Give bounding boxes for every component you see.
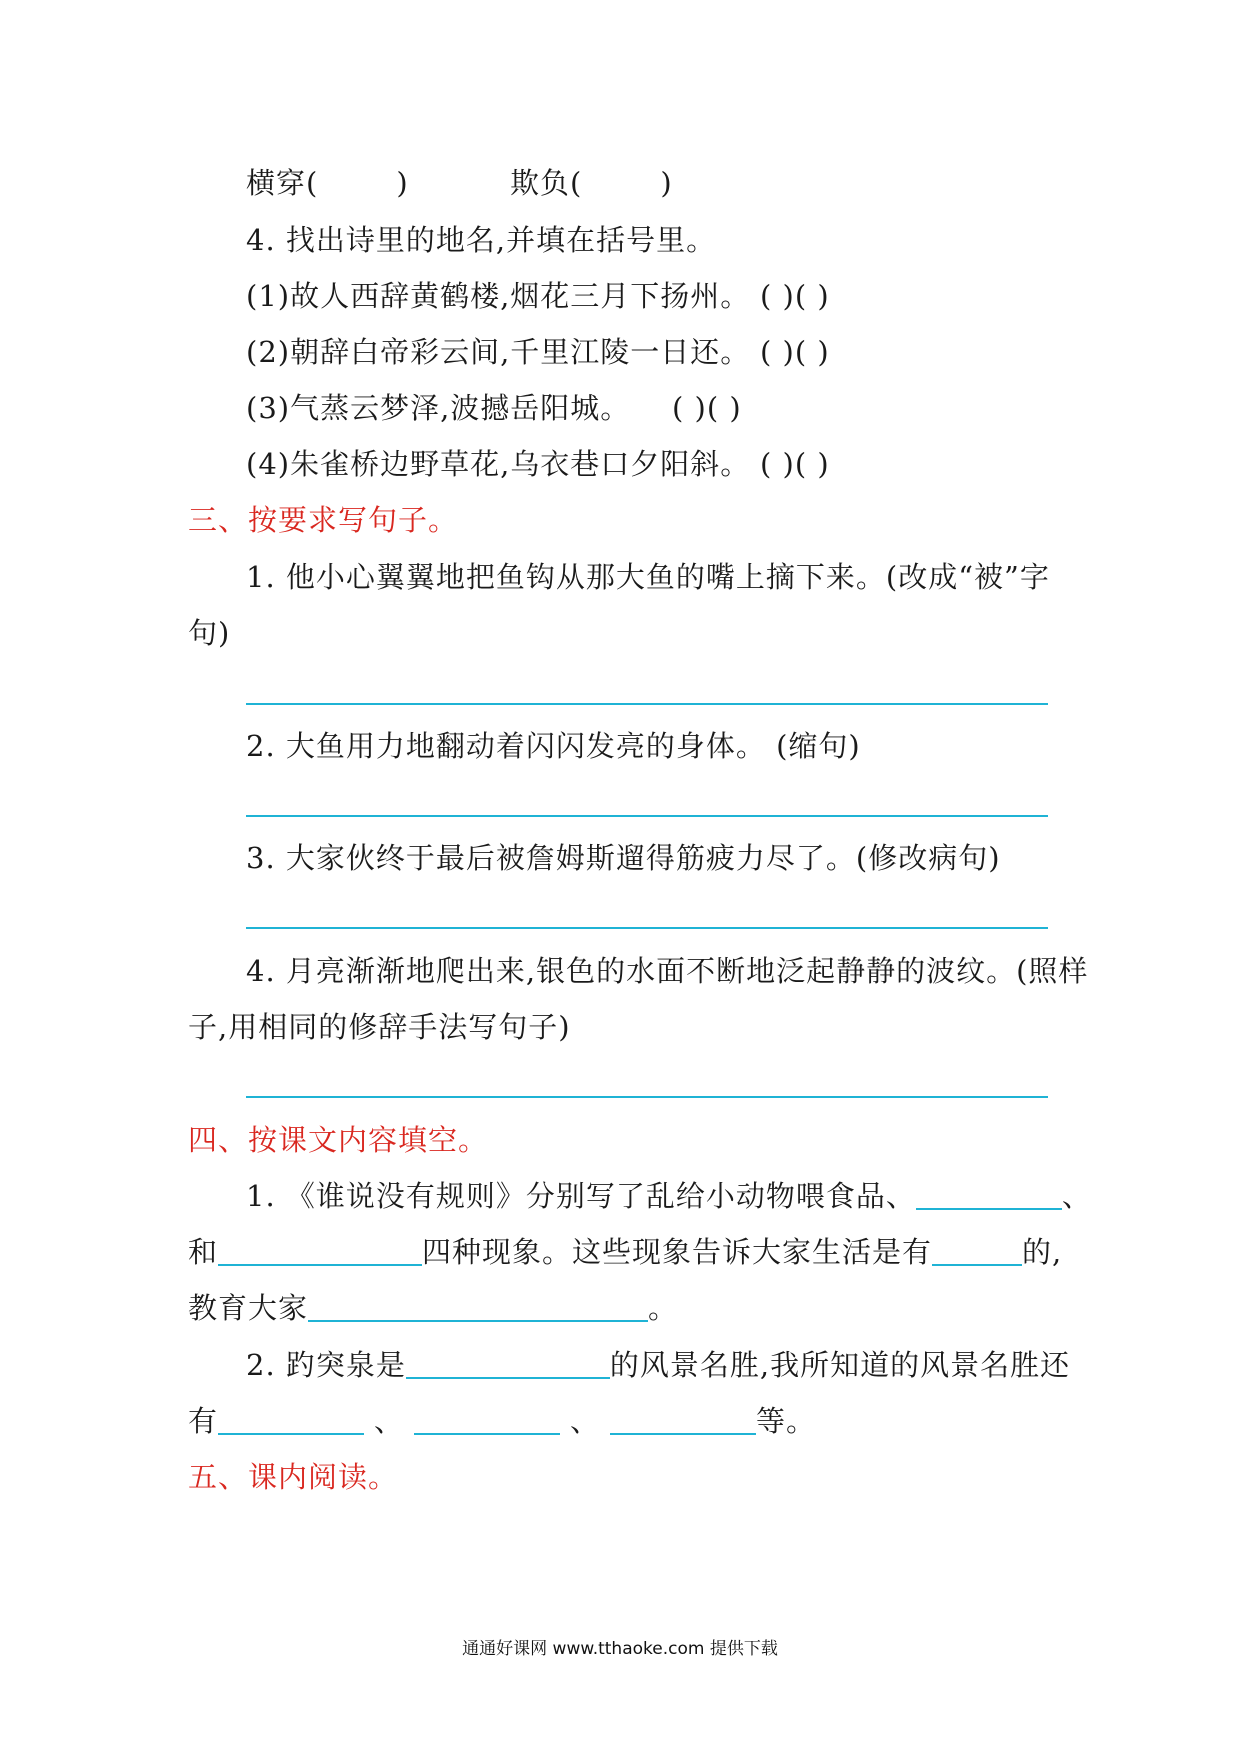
section5-heading: 五、课内阅读。 — [188, 1460, 399, 1494]
s4-q2-blank-1[interactable] — [406, 1347, 610, 1379]
section3-heading: 三、按要求写句子。 — [188, 503, 459, 537]
q4-item-2: (2)朝辞白帝彩云间,千里江陵一日还。 — [246, 335, 751, 369]
s4-q1-line2: 和 四种现象。这些现象告诉大家生活是有 的, — [188, 1235, 1063, 1269]
q4-item-3: (3)气蒸云梦泽,波撼岳阳城。 — [246, 391, 631, 425]
s3-q3: 3. 大家伙终于最后被詹姆斯遛得筋疲力尽了。(修改病句) — [246, 841, 1001, 875]
s4-q2-blank-3[interactable] — [414, 1403, 560, 1435]
s3-q2: 2. 大鱼用力地翻动着闪闪发亮的身体。 (缩句) — [246, 729, 861, 763]
s3-q4-line1: 4. 月亮渐渐地爬出来,银色的水面不断地泛起静静的波纹。(照样 — [246, 954, 1089, 988]
s4-q2-line2: 有 、 、 等。 — [188, 1404, 817, 1438]
s4-q2-blank-2[interactable] — [218, 1403, 364, 1435]
s3-q4-answer-line[interactable] — [246, 1096, 1048, 1098]
s3-q1-line2: 句) — [188, 616, 231, 650]
s4-q1-line1: 1. 《谁说没有规则》分别写了乱给小动物喂食品、 、 — [246, 1179, 1092, 1213]
s3-q4-line2: 子,用相同的修辞手法写句子) — [188, 1010, 571, 1044]
s3-q1-line1: 1. 他小心翼翼地把鱼钩从那大鱼的嘴上摘下来。(改成“被”字 — [246, 560, 1050, 594]
s4-q1-blank-3[interactable] — [932, 1234, 1022, 1266]
q4-item-1: (1)故人西辞黄鹤楼,烟花三月下扬州。 — [246, 279, 751, 313]
s4-q2-blank-4[interactable] — [610, 1403, 756, 1435]
s4-q2-line1: 2. 趵突泉是 的风景名胜,我所知道的风景名胜还 — [246, 1348, 1071, 1382]
s4-q1-blank-4[interactable] — [308, 1290, 648, 1322]
q4-prompt: 4. 找出诗里的地名,并填在括号里。 — [246, 223, 717, 257]
s3-q1-answer-line[interactable] — [246, 703, 1048, 705]
s4-q1-blank-1[interactable] — [916, 1178, 1062, 1210]
s4-q1-line3: 教育大家 。 — [188, 1291, 679, 1325]
s4-q1-blank-2[interactable] — [218, 1234, 422, 1266]
q4-item-2-answers: ( )( ) — [760, 335, 830, 369]
q4-item-1-answers: ( )( ) — [760, 279, 830, 313]
word-qifu: 欺负( ) — [510, 166, 673, 200]
q4-item-4: (4)朱雀桥边野草花,乌衣巷口夕阳斜。 — [246, 447, 751, 481]
footer-credit: 通通好课网 www.tthaoke.com 提供下载 — [462, 1639, 778, 1659]
s3-q2-answer-line[interactable] — [246, 815, 1048, 817]
section4-heading: 四、按课文内容填空。 — [188, 1123, 489, 1157]
q4-item-4-answers: ( )( ) — [760, 447, 830, 481]
q4-item-3-answers: ( )( ) — [672, 391, 742, 425]
s3-q3-answer-line[interactable] — [246, 927, 1048, 929]
word-hengchuan: 横穿( ) — [246, 166, 409, 200]
